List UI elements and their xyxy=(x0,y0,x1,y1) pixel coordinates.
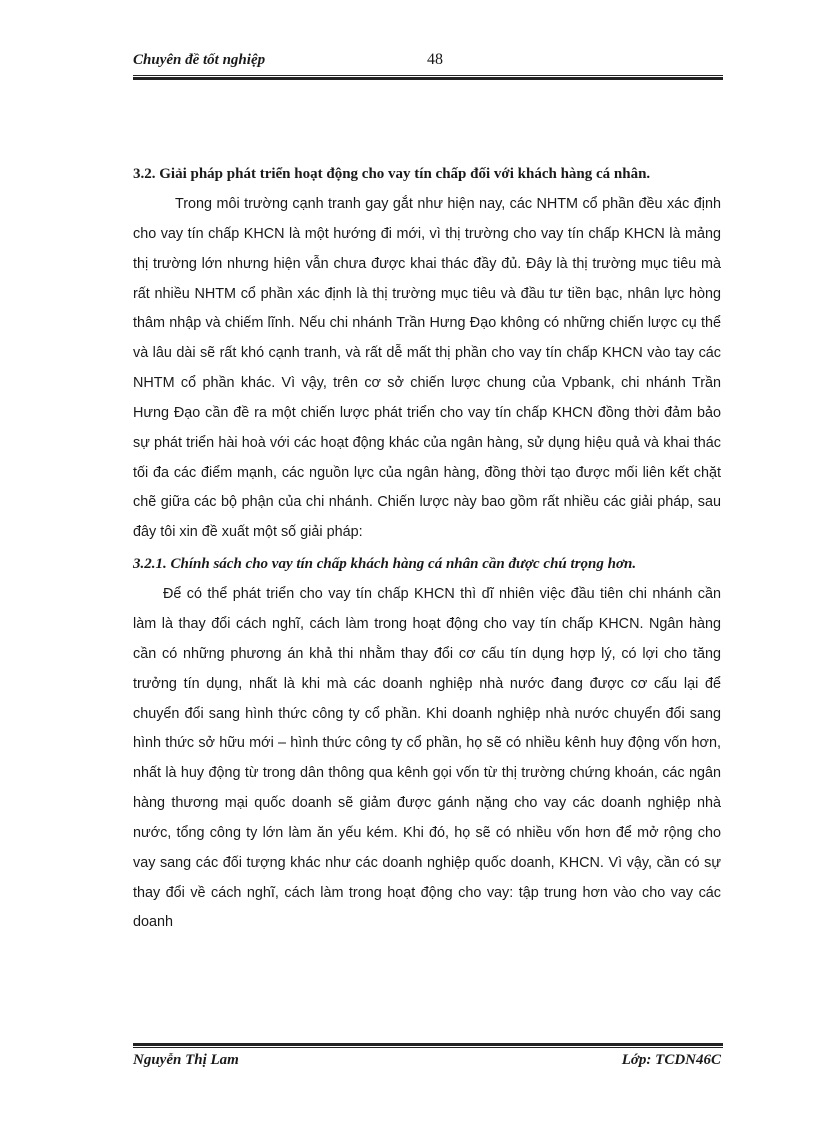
class-label: Lớp: TCDN46C xyxy=(621,1052,721,1068)
header-rule-thin xyxy=(133,75,723,76)
page-header xyxy=(133,50,723,74)
author-name: Nguyễn Thị Lam xyxy=(133,1052,239,1068)
section-heading: 3.2. Giải pháp phát triển hoạt động cho vay tín chấp đối với khách hàng cá nhân. xyxy=(133,166,651,182)
subsection-paragraph: Để có thể phát triển cho vay tín chấp KHCN thì dĩ nhiên việc đầu tiên chi nhánh cần làm là thay đổi cách nghĩ, cách làm trong hoạt động cho vay tín chấp KHCN. Ngân hàng cần có những phương án khả thi nhằm thay đổi cơ cấu tín dụng hợp lý, có lợi cho tăng trưởng tín dụng, nhất là khi mà các doanh nghiệp nhà nước đang được cơ cấu lại để chuyển đổi sang hình thức công ty cổ phần. Khi doanh nghiệp nhà nước chuyển đổi sang hình thức sở hữu mới – hình thức công ty cổ phần, họ sẽ có nhiều kênh huy động vốn hơn, nhất là huy động từ trong dân thông qua kênh gọi vốn từ thị trường chứng khoán, các ngân hàng thương mại quốc doanh sẽ giảm được gánh nặng cho vay các doanh nghiệp nhà nước, tổng công ty lớn làm ăn yếu kém. Khi đó, họ sẽ có nhiều vốn hơn để mở rộng cho vay sang các đối tượng khác như các doanh nghiệp quốc doanh, KHCN. Vì vậy, cần có sự thay đổi về cách nghĩ, cách làm trong hoạt động cho vay: tập trung hơn vào cho vay các doanh xyxy=(133,586,721,931)
page-footer xyxy=(133,1050,723,1076)
header-rule-thick xyxy=(133,77,723,80)
footer-rule-thick xyxy=(133,1043,723,1046)
page-content xyxy=(133,158,721,938)
subsection-heading: 3.2.1. Chính sách cho vay tín chấp khách hàng cá nhân cần được chú trọng hơn. xyxy=(133,556,637,573)
section-paragraph: Trong môi trường cạnh tranh gay gắt như hiện nay, các NHTM cổ phần đều xác định cho vay tín chấp KHCN là một hướng đi mới, vì thị trường cho vay tín chấp KHCN là mảng thị trường lớn nhưng hiện vẫn chưa được khai thác đầy đủ. Đây là thị trường mục tiêu mà rất nhiều NHTM cổ phần xác định là thị trường mục tiêu và đầu tư tiền bạc, nhân lực hòng thâm nhập và chiếm lĩnh. Nếu chi nhánh Trần Hưng Đạo không có những chiến lược cụ thể và lâu dài sẽ rất khó cạnh tranh, và rất dễ mất thị phần cho vay tín chấp KHCN vào tay các NHTM cổ phần khác. Vì vậy, trên cơ sở chiến lược chung của Vpbank, chi nhánh Trần Hưng Đạo cần đề ra một chiến lược phát triển cho vay tín chấp KHCN đồng thời đảm bảo sự phát triển hài hoà với các hoạt động khác của ngân hàng, sử dụng hiệu quả và khai thác tối đa các điểm mạnh, các nguồn lực của ngân hàng, đồng thời tạo được mối liên kết chặt chẽ giữa các bộ phận của chi nhánh. Chiến lược này bao gồm rất nhiều các giải pháp, sau đây tôi xin đề xuất một số giải pháp: xyxy=(133,196,721,541)
document-title: Chuyên đề tốt nghiệp xyxy=(133,52,266,68)
page-number: 48 xyxy=(427,51,443,68)
footer-rule-thin xyxy=(133,1047,723,1048)
